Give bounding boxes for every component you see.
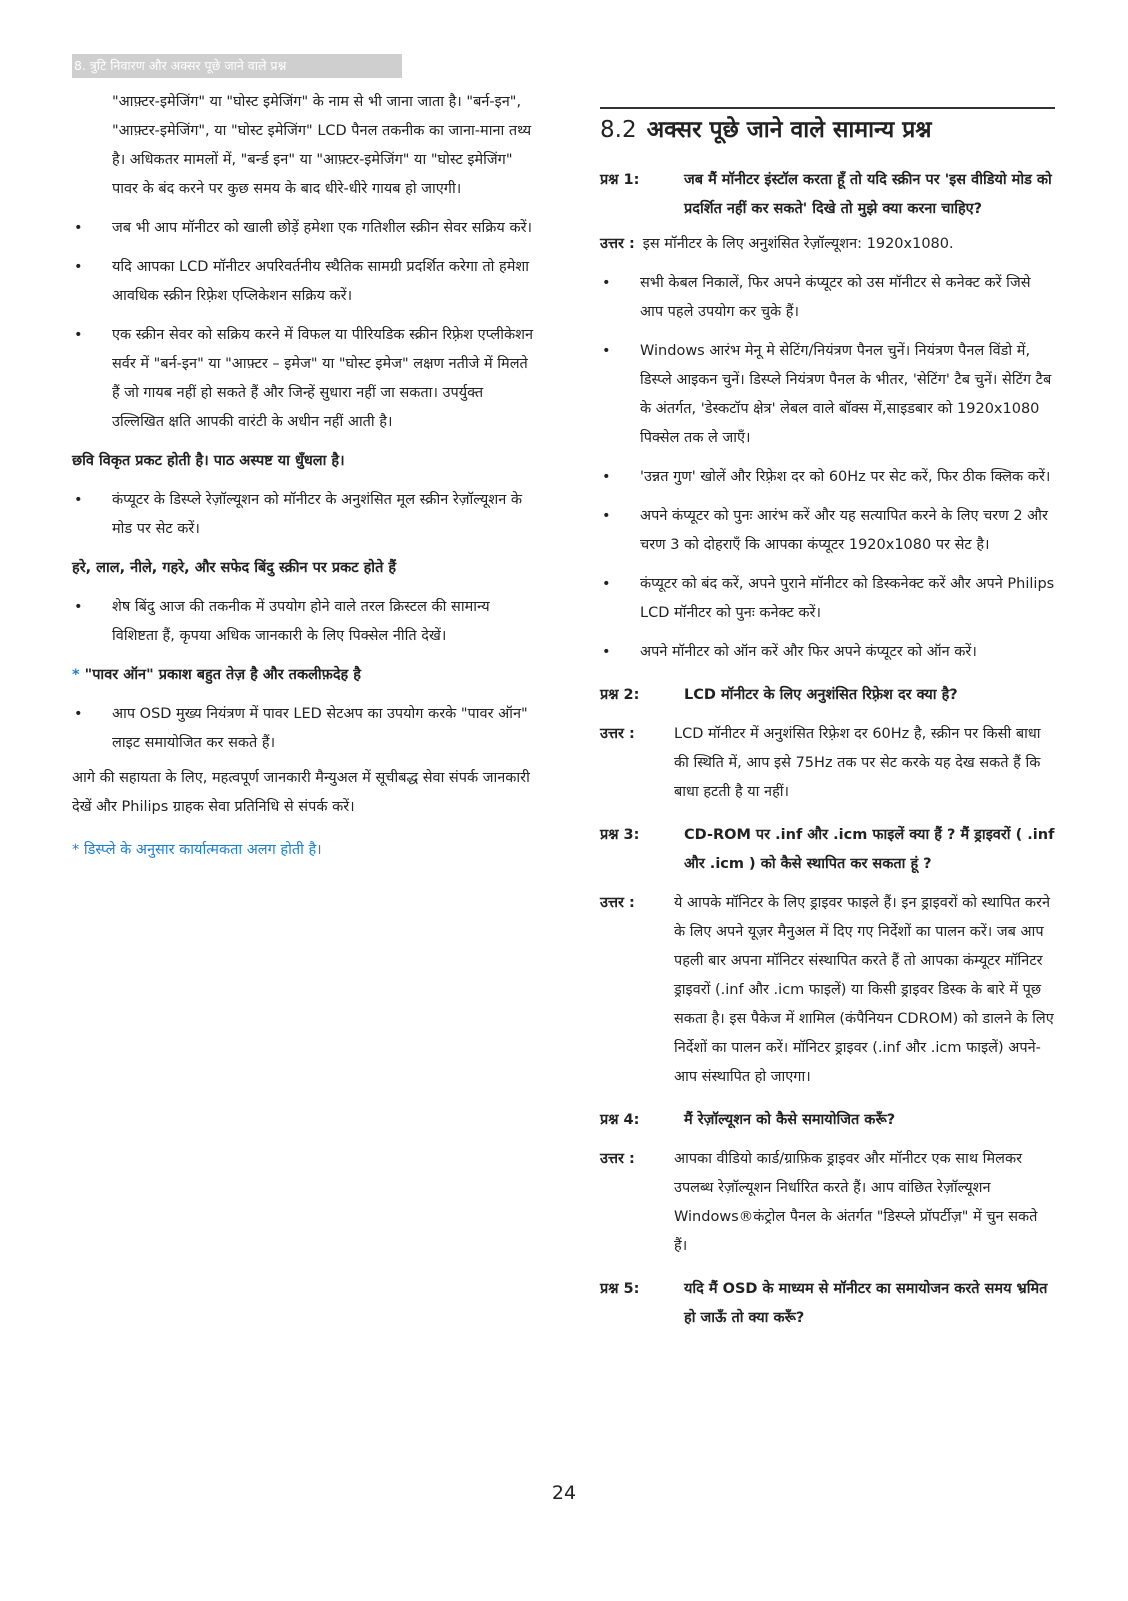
list-item: • यदि आपका LCD मॉनीटर अपरिवर्तनीय स्थैतिक सामग्री प्रदर्शित करेगा तो हमेशा आवधिक स्क्रीन रिफ़्रेश एप्लिकेशन सक्रिय करें। [72, 253, 534, 311]
question-5 [600, 1275, 1055, 1333]
list-item: • कंप्यूटर को बंद करें, अपने पुराने मॉनीटर को डिस्कनेक्ट करें और अपने Philips LCD मॉनीटर को पुनः कनेक्ट करें। [600, 570, 1055, 628]
outro-paragraph: आगे की सहायता के लिए, महत्वपूर्ण जानकारी मैन्युअल में सूचीबद्ध सेवा संपर्क जानकारी देखें और Philips ग्राहक सेवा प्रतिनिधि से संपर्क करें। [72, 770, 530, 815]
answer-4 [600, 1145, 1055, 1261]
left-column [72, 88, 534, 865]
subheading-dots: हरे, लाल, नीले, गहरे, और सफेद बिंदु स्क्रीन पर प्रकट होते हैं [72, 560, 397, 576]
list-item: • 'उन्नत गुण' खोलें और रिफ़्रेश दर को 60Hz पर सेट करें, फिर ठीक क्लिक करें। [600, 463, 1055, 492]
answer-text: LCD मॉनीटर में अनुशंसित रिफ़्रेश दर 60Hz है, स्क्रीन पर किसी बाधा की स्थिति में, आप इसे 75Hz तक पर सेट करके यह देख सकते हैं कि बाधा हटती है या नहीं। [674, 726, 1041, 801]
footnote: * डिस्प्ले के अनुसार कार्यात्मकता अलग होती है। [72, 842, 322, 858]
answer-label: उत्तर : [600, 726, 635, 743]
burn-in-bullets [72, 214, 534, 437]
list-item: • अपने कंप्यूटर को पुनः आरंभ करें और यह सत्यापित करने के लिए चरण 2 और चरण 3 को दोहराएँ कि आपका कंप्यूटर 1920x1080 पर सेट है। [600, 502, 1055, 560]
chapter-header: 8. त्रुटि निवारण और अक्सर पूछे जाने वाले प्रश्न [72, 54, 402, 78]
question-label: प्रश्न 5: [600, 1281, 640, 1298]
question-text: मैं रेज़ॉल्यूशन को कैसे समायोजित करूँ? [684, 1112, 896, 1129]
answer-label: उत्तर : [600, 1151, 635, 1168]
list-item: • अपने मॉनीटर को ऑन करें और फिर अपने कंप्यूटर को ऑन करें। [600, 638, 1055, 667]
list-item: • कंप्यूटर के डिस्प्ले रेज़ॉल्यूशन को मॉनीटर के अनुशंसित मूल स्क्रीन रेज़ॉल्यूशन के मोड पर सेट करें। [72, 486, 534, 544]
question-text: जब मैं मॉनीटर इंस्टॉल करता हूँ तो यदि स्क्रीन पर 'इस वीडियो मोड को प्रदर्शित नहीं कर सकते' दिखे तो मुझे क्या करना चाहिए? [684, 172, 1052, 218]
list-item: • एक स्क्रीन सेवर को सक्रिय करने में विफल या पीरियडिक स्क्रीन रिफ़्रेश एप्लीकेशन सर्वर में "बर्न-इन" या "आफ़्टर – इमेज" या "घोस्ट इमेज" लक्षण नतीजे में मिलते हैं जो गायब नहीं हो सकते हैं और जिन्हें सुधारा नहीं जा सकता। उपर्युक्त उल्लिखित क्षति आपकी वारंटी के अधीन नहीं आती है। [72, 321, 534, 437]
question-1 [600, 166, 1055, 224]
question-label: प्रश्न 4: [600, 1112, 640, 1129]
list-item: • सभी केबल निकालें, फिर अपने कंप्यूटर को उस मॉनीटर से कनेक्ट करें जिसे आप पहले उपयोग कर चुके हैं। [600, 269, 1055, 327]
question-text: LCD मॉनीटर के लिए अनुशंसित रिफ़्रेश दर क्या है? [684, 687, 958, 704]
list-item: • जब भी आप मॉनीटर को खाली छोड़ें हमेशा एक गतिशील स्क्रीन सेवर सक्रिय करें। [72, 214, 534, 243]
section-title-text: अक्सर पूछे जाने वाले सामान्य प्रश्न [646, 117, 932, 144]
distorted-bullets [72, 486, 534, 544]
list-item: • आप OSD मुख्य नियंत्रण में पावर LED सेटअप का उपयोग करके "पावर ऑन" लाइट समायोजित कर सकते हैं। [72, 700, 534, 758]
question-text: CD-ROM पर .inf और .icm फाइलें क्या हैं ? मैं ड्राइवरों ( .inf और .icm ) को कैसे स्थापित कर सकता हूं ? [684, 827, 1055, 873]
answer-label: उत्तर : [600, 236, 635, 253]
question-label: प्रश्न 3: [600, 827, 640, 844]
subheading-power-light-text: "पावर ऑन" प्रकाश बहुत तेज़ है और तकलीफ़देह है [79, 667, 361, 683]
intro-paragraph: "आफ़्टर-इमेजिंग" या "घोस्ट इमेजिंग" के नाम से भी जाना जाता है। "बर्न-इन", "आफ़्टर-इमेजिंग", या "घोस्ट इमेजिंग" LCD पैनल तकनीक का जाना-माना तथ्य है। अधिकतर मामलों में, "बर्न्ड इन" या "आफ़्टर-इमेजिंग" या "घोस्ट इमेजिंग" पावर के बंद करने पर कुछ समय के बाद धीरे-धीरे गायब हो जाएगी। [112, 94, 532, 197]
question-4 [600, 1106, 1055, 1135]
subheading-power-light [72, 661, 534, 690]
right-column [600, 88, 1055, 1333]
question-2 [600, 681, 1055, 710]
question-label: प्रश्न 2: [600, 687, 640, 704]
question-3 [600, 821, 1055, 879]
section-title [600, 107, 1055, 147]
answer-text: ये आपके मॉनिटर के लिए ड्राइवर फाइले हैं। इन ड्राइवरों को स्थापित करने के लिए अपने यूज़र मैनुअल में दिए गए निर्देशों का पालन करें। जब आप पहली बार अपना मॉनिटर संस्थापित करते हैं तो आपका कंम्यूटर मॉनिटर ड्राइवरों (.inf और .icm फाइलें) या किसी ड्राइवर डिस्क के बारे में पूछ सकता है। इस पैकेज में शामिल (कंपैनियन CDROM) को डालने के लिए निर्देशों का पालन करें। मॉनिटर ड्राइवर (.inf और .icm फाइलें) अपने-आप संस्थापित हो जाएगा। [674, 895, 1054, 1086]
question-text: यदि मैं OSD के माध्यम से मॉनीटर का समायोजन करते समय भ्रमित हो जाऊँ तो क्या करूँ? [684, 1281, 1048, 1327]
list-item: • Windows आरंभ मेनू मे सेटिंग/नियंत्रण पैनल चुनें। नियंत्रण पैनल विंडो में, डिस्प्ले आइकन चुनें। डिस्प्ले नियंत्रण पैनल के भीतर, 'सेटिंग' टैब चुनें। सेटिंग टैब के अंतर्गत, 'डेस्कटॉप क्षेत्र' लेबल वाले बॉक्स में,साइडबार को 1920x1080 पिक्सेल तक ले जाएँ। [600, 337, 1055, 453]
answer-text: इस मॉनीटर के लिए अनुशंसित रेज़ॉल्यूशन: 1920x1080. [642, 236, 954, 253]
answer-label: उत्तर : [600, 895, 635, 912]
answer-3 [600, 889, 1055, 1092]
dots-bullets [72, 593, 534, 651]
section-number: 8.2 [600, 117, 637, 144]
subheading-distorted: छवि विकृत प्रकट होती है। पाठ अस्पष्ट या धुँधला है। [72, 453, 345, 469]
answer-1 [600, 230, 1055, 259]
page-number: 24 [551, 1482, 577, 1504]
answer-text: आपका वीडियो कार्ड/ग्राफ़िक ड्राइवर और मॉनीटर एक साथ मिलकर उपलब्ध रेज़ॉल्यूशन निर्धारित करते हैं। आप वांछित रेज़ॉल्यूशन Windows®कंट्रोल पैनल के अंतर्गत "डिस्प्ले प्रॉपर्टीज़" में चुन सकते हैं। [674, 1151, 1038, 1255]
question-label: प्रश्न 1: [600, 172, 640, 189]
answer-2 [600, 720, 1055, 807]
power-light-bullets [72, 700, 534, 758]
answer-1-steps [600, 269, 1055, 667]
list-item: • शेष बिंदु आज की तकनीक में उपयोग होने वाले तरल क्रिस्टल की सामान्य विशिष्टता हैं, कृपया अधिक जानकारी के लिए पिक्सेल नीति देखें। [72, 593, 534, 651]
asterisk-mark: * [72, 667, 80, 683]
